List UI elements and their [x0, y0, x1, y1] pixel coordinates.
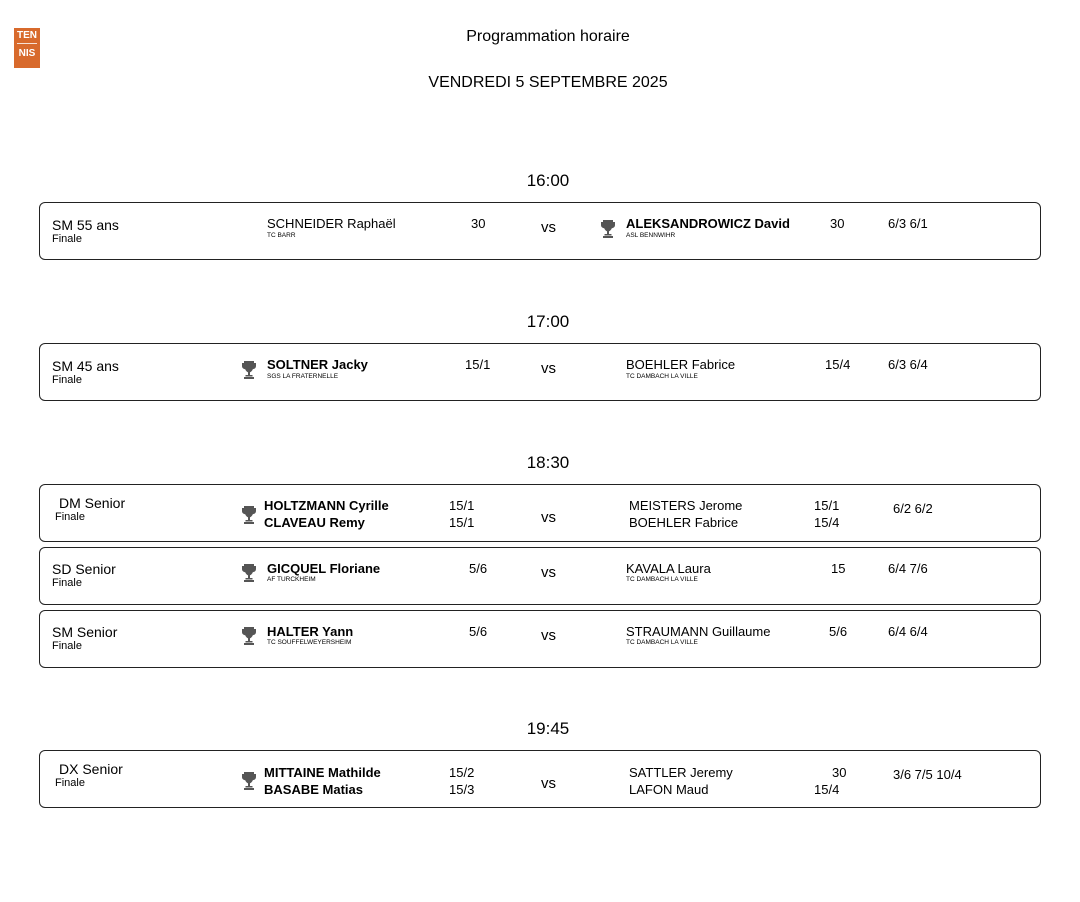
event-name: SM 55 ans — [52, 217, 119, 233]
match-score: 3/6 7/5 10/4 — [893, 767, 962, 782]
player2-rank: 30 — [830, 216, 845, 231]
match-score: 6/3 6/1 — [888, 216, 928, 231]
player1-name: HALTER Yann — [267, 624, 354, 639]
player1-rank: 5/6 — [469, 561, 488, 576]
trophy-icon — [241, 563, 257, 583]
player1-rank: 15/2 — [449, 765, 475, 780]
match-row — [39, 202, 1041, 260]
round-label: Finale — [52, 640, 82, 652]
match-score: 6/4 6/4 — [888, 624, 928, 639]
trophy-icon — [600, 219, 616, 239]
page-title: Programmation horaire — [466, 28, 630, 45]
player2-club: TC DAMBACH LA VILLE — [626, 373, 698, 380]
trophy-icon — [241, 360, 257, 380]
player1-club: TC SOUFFELWEYERSHEIM — [267, 639, 352, 646]
player1-rank: 15/1 — [449, 498, 475, 513]
player1b-rank: 15/1 — [449, 515, 475, 530]
match-row — [39, 610, 1041, 668]
event-name: SD Senior — [52, 561, 116, 577]
player2-name: BOEHLER Fabrice — [626, 357, 736, 372]
player2-name: MEISTERS Jerome — [629, 498, 743, 513]
player2-club: TC DAMBACH LA VILLE — [626, 576, 698, 583]
player2-club: ASL BENNWIHR — [626, 232, 676, 239]
round-label: Finale — [52, 374, 82, 386]
round-label: Finale — [52, 233, 82, 245]
round-label: Finale — [55, 777, 85, 789]
slot-time: 19:45 — [526, 719, 570, 738]
player1-name: SOLTNER Jacky — [267, 357, 368, 372]
vs-label: vs — [541, 627, 556, 644]
event-name: SM Senior — [52, 624, 118, 640]
slot-time: 17:00 — [526, 312, 570, 331]
vs-label: vs — [541, 509, 556, 526]
player1-name: GICQUEL Floriane — [267, 561, 381, 576]
player2-rank: 15/4 — [825, 357, 851, 372]
player2b-rank: 15/4 — [814, 782, 840, 797]
match-row — [39, 343, 1041, 401]
vs-label: vs — [541, 564, 556, 581]
player2-rank: 15/1 — [814, 498, 840, 513]
player1-rank: 5/6 — [469, 624, 488, 639]
player2-rank: 30 — [832, 765, 847, 780]
player1-rank: 30 — [471, 216, 486, 231]
match-row — [39, 484, 1041, 542]
vs-label: vs — [541, 219, 556, 236]
player2b-name: LAFON Maud — [629, 782, 709, 797]
trophy-icon — [241, 771, 257, 791]
player2b-name: BOEHLER Fabrice — [629, 515, 739, 530]
match-score: 6/2 6/2 — [893, 501, 933, 516]
trophy-icon — [241, 505, 257, 525]
player1-name: MITTAINE Mathilde — [264, 765, 381, 780]
player1-name: HOLTZMANN Cyrille — [264, 498, 389, 513]
player2-rank: 15 — [831, 561, 846, 576]
page-date: VENDREDI 5 SEPTEMBRE 2025 — [428, 74, 668, 91]
match-row — [39, 750, 1041, 808]
slot-time: 16:00 — [526, 171, 570, 190]
event-name: DX Senior — [59, 761, 123, 777]
player2-name: ALEKSANDROWICZ David — [626, 216, 790, 231]
player2-name: SATTLER Jeremy — [629, 765, 733, 780]
vs-label: vs — [541, 775, 556, 792]
player1-club: SGS LA FRATERNELLE — [267, 373, 339, 380]
player2-rank: 5/6 — [829, 624, 848, 639]
player1b-name: BASABE Matias — [264, 782, 363, 797]
player2b-rank: 15/4 — [814, 515, 840, 530]
player2-club: TC DAMBACH LA VILLE — [626, 639, 698, 646]
event-name: DM Senior — [59, 495, 126, 511]
player2-name: STRAUMANN Guillaume — [626, 624, 771, 639]
match-score: 6/4 7/6 — [888, 561, 928, 576]
player1-name: SCHNEIDER Raphaël — [267, 216, 396, 231]
player2-name: KAVALA Laura — [626, 561, 711, 576]
match-row — [39, 547, 1041, 605]
match-score: 6/3 6/4 — [888, 357, 928, 372]
player1b-rank: 15/3 — [449, 782, 475, 797]
round-label: Finale — [55, 511, 85, 523]
logo-text-top: TEN — [17, 30, 37, 41]
player1-rank: 15/1 — [465, 357, 491, 372]
player1-club: AF TURCKHEIM — [267, 576, 316, 583]
slot-time: 18:30 — [526, 453, 570, 472]
player1-club: TC BARR — [267, 232, 296, 239]
logo-text-bottom: NIS — [18, 48, 36, 59]
player1b-name: CLAVEAU Remy — [264, 515, 365, 530]
trophy-icon — [241, 626, 257, 646]
round-label: Finale — [52, 577, 82, 589]
event-name: SM 45 ans — [52, 358, 119, 374]
vs-label: vs — [541, 360, 556, 377]
